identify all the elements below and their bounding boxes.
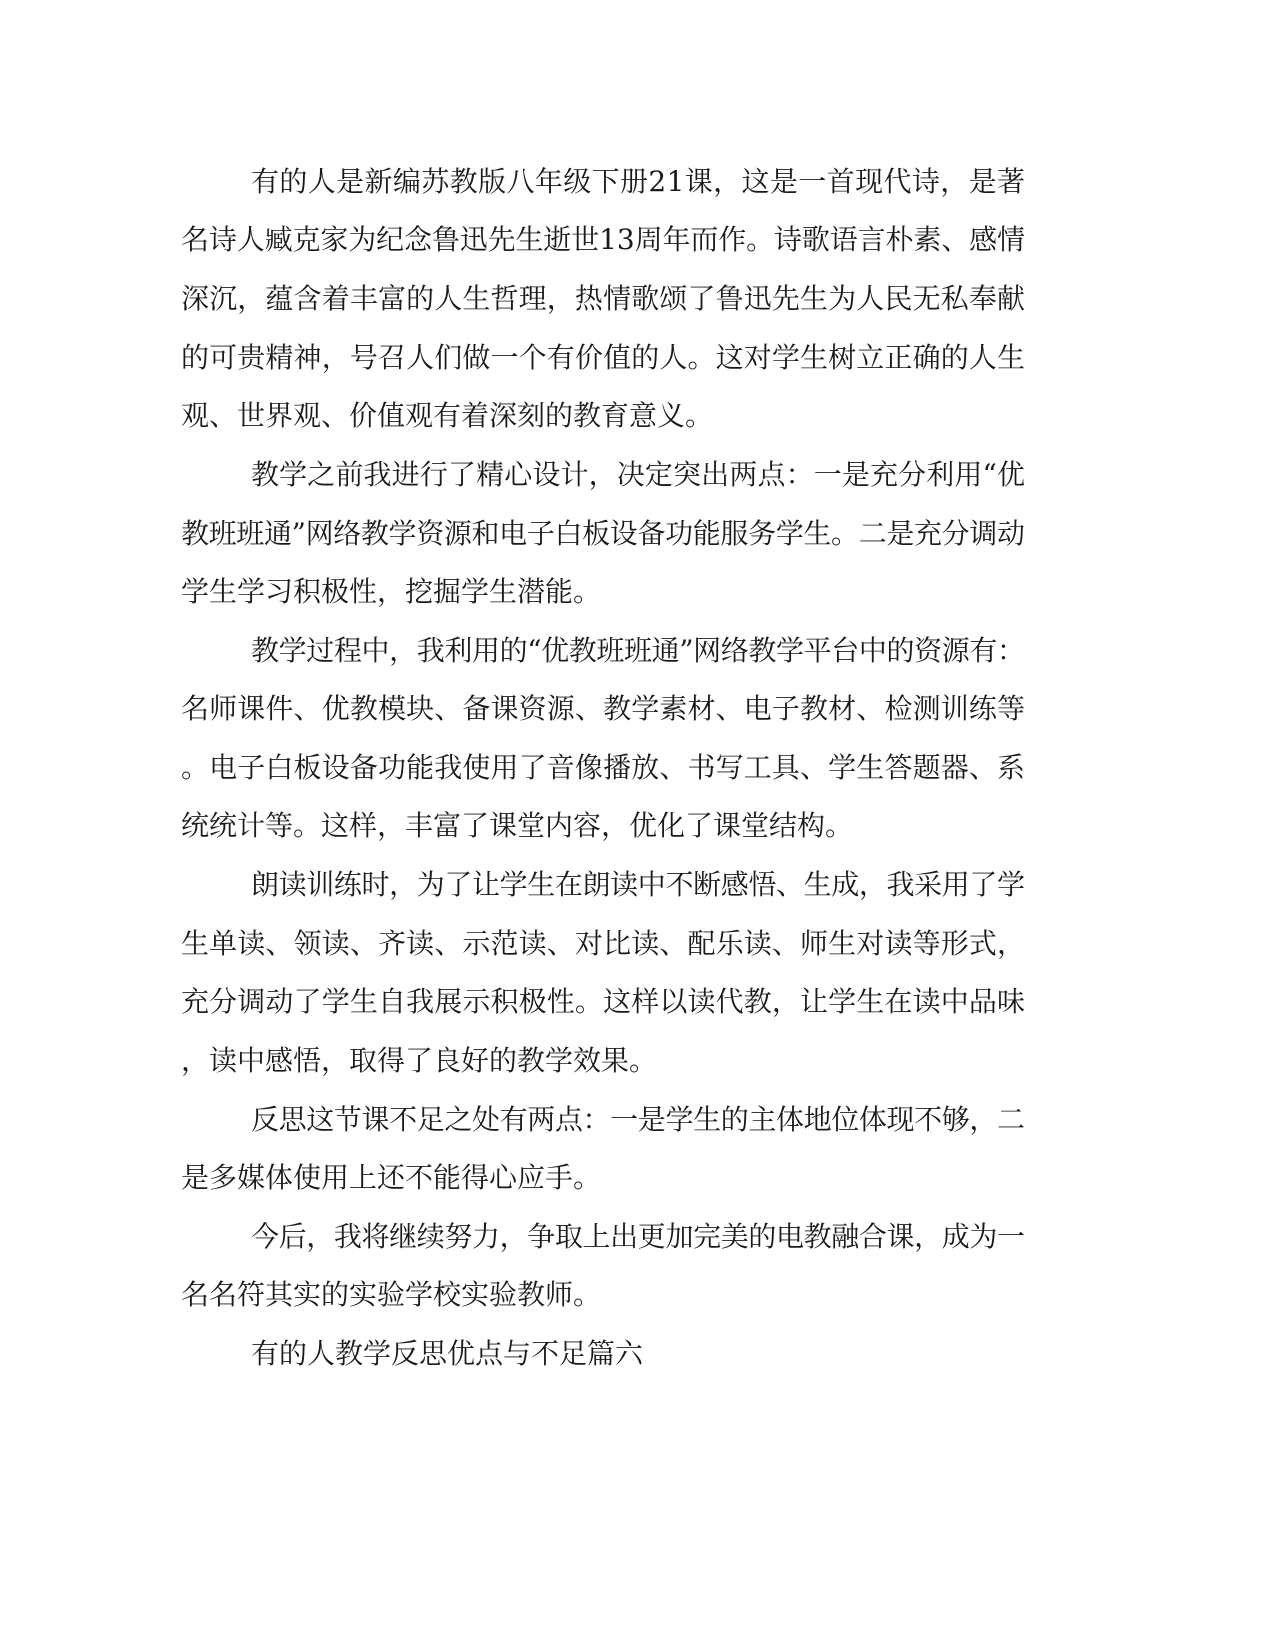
- text-line: [0, 396, 1275, 436]
- text-line: [0, 1158, 1275, 1198]
- text-line-content: 教学之前我进行了精心设计，决定突出两点：一是充分利用“优: [251, 458, 1026, 491]
- text-line-content: 统统计等。这样，丰富了课堂内容，优化了课堂结构。: [181, 809, 854, 842]
- text-line: [0, 806, 1275, 846]
- text-line-content: 有的人是新编苏教版八年级下册21课，这是一首现代诗，是著: [251, 165, 1026, 198]
- text-line-content: 生单读、领读、齐读、示范读、对比读、配乐读、师生对读等形式，: [181, 927, 1026, 960]
- text-line-content: 学生学习积极性，挖掘学生潜能。: [181, 575, 602, 608]
- text-line: [0, 572, 1275, 612]
- text-line: [0, 689, 1275, 729]
- text-line: [0, 865, 1275, 905]
- text-line-content: 朗读训练时，为了让学生在朗读中不断感悟、生成，我采用了学: [251, 868, 1025, 901]
- text-line-content: 教班班通”网络教学资源和电子白板设备功能服务学生。二是充分调动: [181, 517, 1025, 550]
- text-line-content: 名名符其实的实验学校实验教师。: [181, 1278, 602, 1311]
- text-line: [0, 1217, 1275, 1257]
- text-line: [0, 455, 1275, 495]
- text-line: [0, 279, 1275, 319]
- text-line: [0, 162, 1275, 202]
- text-line: [0, 631, 1275, 671]
- text-line: [0, 1334, 1275, 1374]
- text-line: [0, 1100, 1275, 1140]
- text-line: [0, 748, 1275, 788]
- text-line-content: 充分调动了学生自我展示积极性。这样以读代教，让学生在读中品味: [181, 985, 1026, 1018]
- text-line-content: 的可贵精神，号召人们做一个有价值的人。这对学生树立正确的人生: [181, 341, 1026, 374]
- text-line-content: 名诗人臧克家为纪念鲁迅先生逝世13周年而作。诗歌语言朴素、感情: [181, 223, 1025, 256]
- text-line: [0, 1275, 1275, 1315]
- text-line-content: ，读中感悟，取得了良好的教学效果。: [181, 1044, 658, 1077]
- text-line-content: 深沉，蕴含着丰富的人生哲理，热情歌颂了鲁迅先生为人民无私奉献: [181, 282, 1026, 315]
- text-line-content: 。电子白板设备功能我使用了音像播放、书写工具、学生答题器、系: [181, 751, 1026, 784]
- text-line-content: 名师课件、优教模块、备课资源、教学素材、电子教材、检测训练等: [181, 692, 1026, 725]
- text-line: [0, 338, 1275, 378]
- text-line: [0, 982, 1275, 1022]
- text-line-content: 观、世界观、价值观有着深刻的教育意义。: [181, 399, 714, 432]
- text-line: [0, 1041, 1275, 1081]
- text-line: [0, 220, 1275, 260]
- text-line-content: 反思这节课不足之处有两点：一是学生的主体地位体现不够，二: [251, 1103, 1025, 1136]
- text-line-content: 是多媒体使用上还不能得心应手。: [181, 1161, 602, 1194]
- text-line-content: 教学过程中，我利用的“优教班班通”网络教学平台中的资源有：: [251, 634, 1025, 667]
- text-line-content: 有的人教学反思优点与不足篇六: [251, 1337, 644, 1370]
- text-line-content: 今后，我将继续努力，争取上出更加完美的电教融合课，成为一: [251, 1220, 1025, 1253]
- text-line: [0, 514, 1275, 554]
- text-line: [0, 924, 1275, 964]
